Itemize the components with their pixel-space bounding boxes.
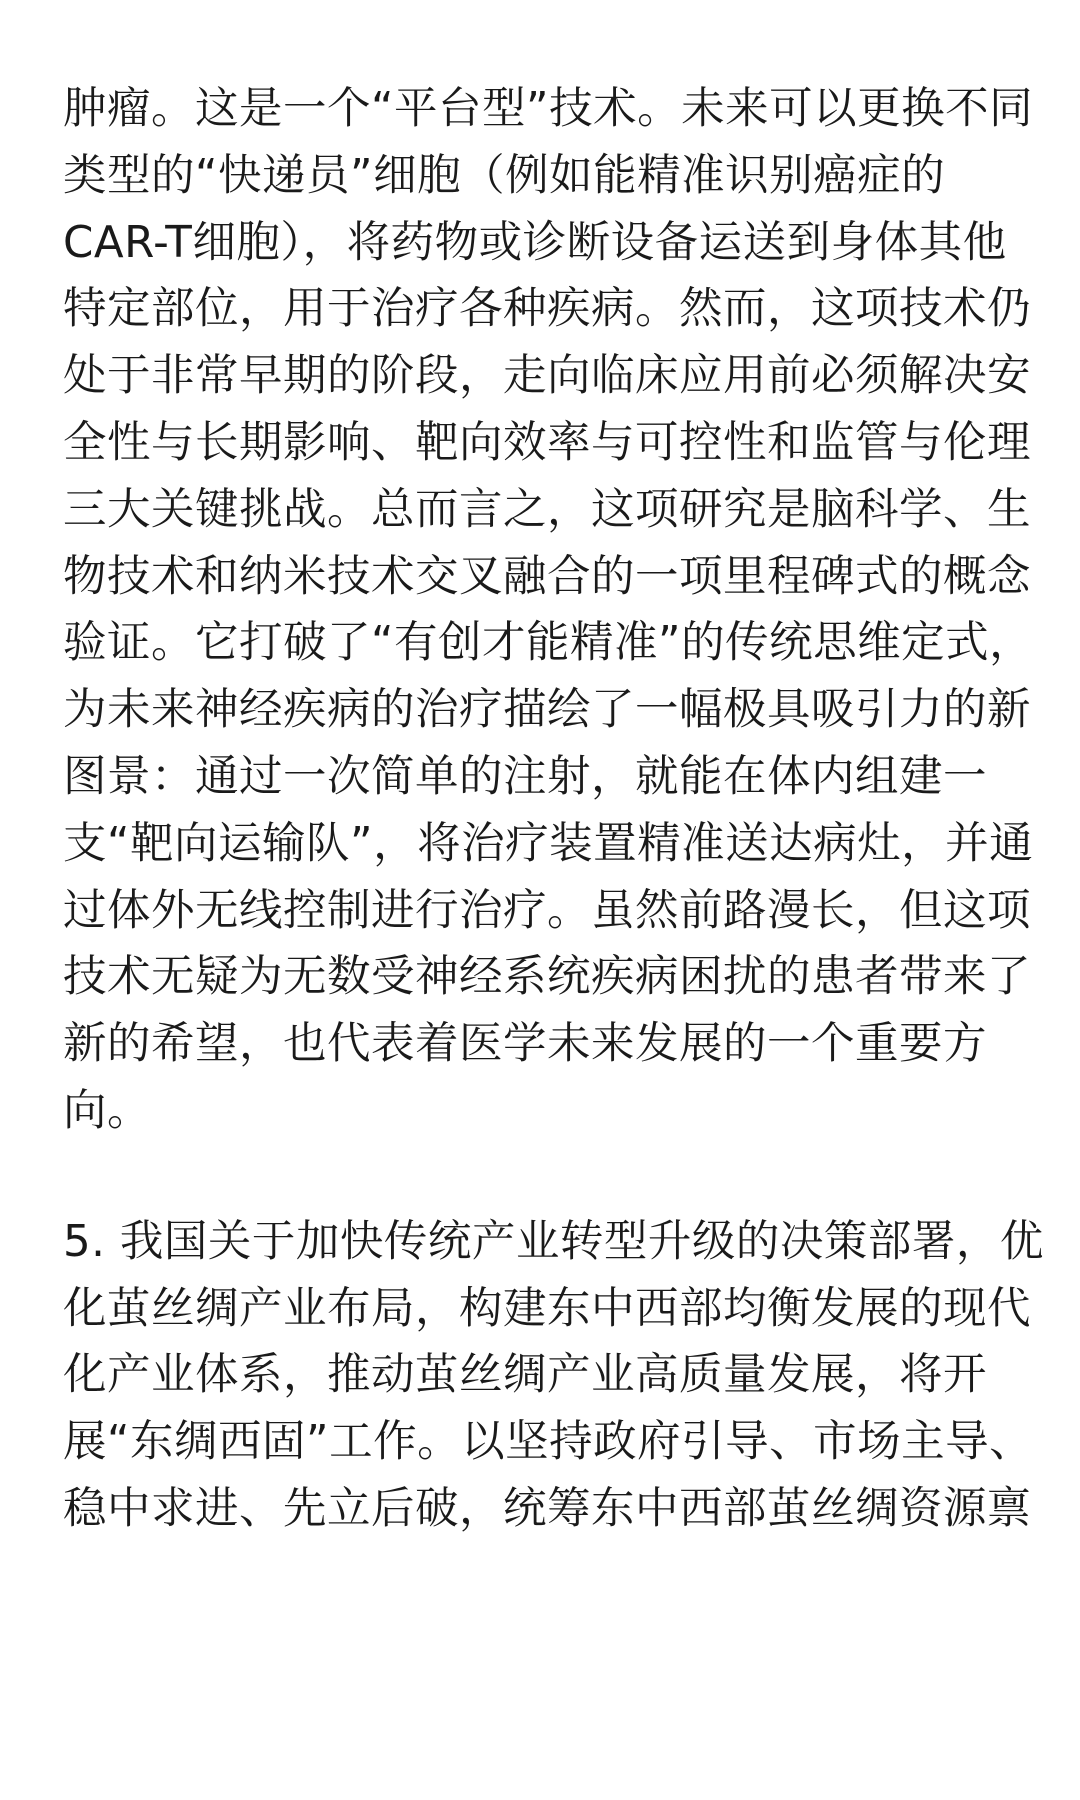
text-line: 处于非常早期的阶段，走向临床应用前必须解决安 [63, 351, 1031, 402]
text-line: 特定部位，用于治疗各种疾病。然而，这项技术仍 [63, 284, 1031, 335]
text-line: 物技术和纳米技术交叉融合的一项里程碑式的概念 [63, 551, 1031, 602]
text-line: 向。 [63, 1085, 151, 1136]
text-line: 肿瘤。这是一个“平台型”技术。未来可以更换不同 [63, 84, 1034, 134]
text-line: 展“东绸西固”工作。以坚持政府引导、市场主导、 [63, 1417, 1034, 1468]
text-line: 全性与长期影响、靶向效率与可控性和监管与伦理 [63, 417, 1031, 468]
paragraph-2 [63, 1209, 1044, 1543]
article-body [63, 76, 1044, 1543]
text-line: 过体外无线控制进行治疗。虽然前路漫长，但这项 [63, 885, 1031, 936]
text-line: 新的希望，也代表着医学未来发展的一个重要方 [63, 1019, 987, 1070]
text-line: 技术无疑为无数受神经系统疾病困扰的患者带来了 [63, 952, 1031, 1003]
text-line: 验证。它打破了“有创才能精准”的传统思维定式， [63, 618, 1034, 669]
text-line: 三大关键挑战。总而言之，这项研究是脑科学、生 [63, 484, 1031, 535]
text-line: 稳中求进、先立后破，统筹东中西部茧丝绸资源禀 [63, 1483, 1031, 1534]
text-line: CAR-T细胞），将药物或诊断设备运送到身体其他 [63, 217, 1007, 268]
text-line: 为未来神经疾病的治疗描绘了一幅极具吸引力的新 [63, 685, 1031, 736]
text-line: 类型的“快递员”细胞（例如能精准识别癌症的 [63, 150, 946, 201]
paragraph-spacing [63, 1145, 1023, 1209]
text-line: 5. 我国关于加快传统产业转型升级的决策部署，优 [63, 1216, 1044, 1267]
text-line: 化产业体系，推动茧丝绸产业高质量发展，将开 [63, 1350, 987, 1401]
paragraph-1 [63, 76, 1034, 1145]
text-line: 化茧丝绸产业布局，构建东中西部均衡发展的现代 [63, 1283, 1031, 1334]
text-line: 支“靶向运输队”，将治疗装置精准送达病灶，并通 [63, 818, 1034, 869]
text-line: 图景：通过一次简单的注射，就能在体内组建一 [63, 751, 987, 802]
